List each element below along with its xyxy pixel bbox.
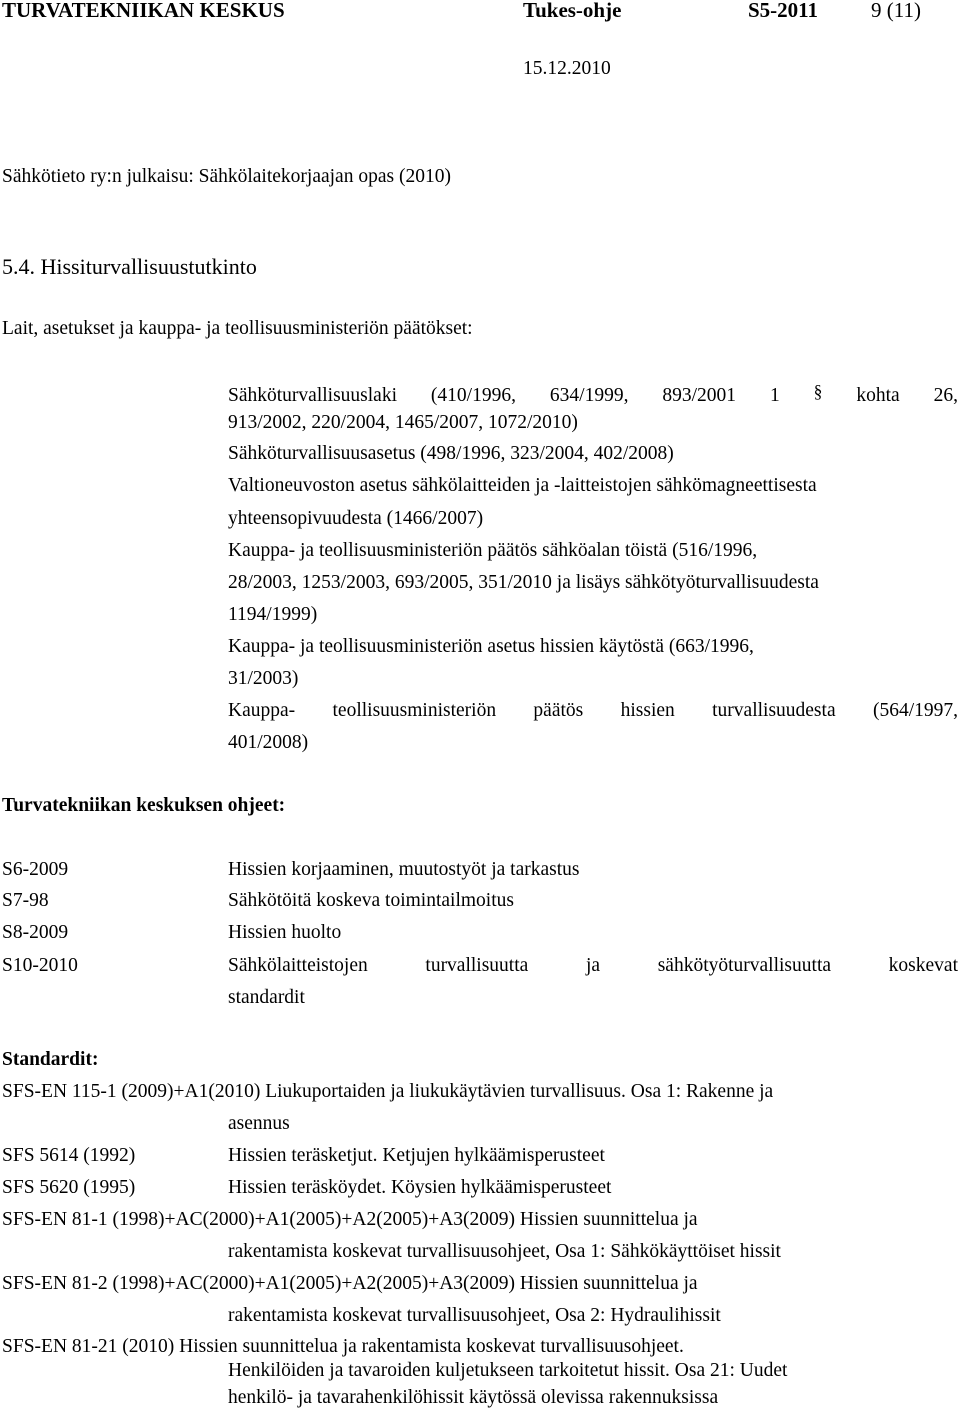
standard-line-continued: rakentamista koskevat turvallisuusohjeet, Osa 2: Hydraulihissit [228, 1305, 721, 1326]
law-line-4: Valtioneuvoston asetus sähkölaitteiden ja -laitteistojen sähkömagneettisesta [228, 475, 817, 496]
laws-heading: Lait, asetukset ja kauppa- ja teollisuusministeriön päätökset: [2, 318, 473, 339]
law-line-11: Kauppa- teollisuusministeriön päätös hissien turvallisuudesta (564/1997, [228, 700, 958, 721]
header-doc-id: S5-2011 [748, 0, 819, 22]
header-date: 15.12.2010 [523, 58, 611, 79]
law-line-7: 28/2003, 1253/2003, 693/2005, 351/2010 ja lisäys sähkötyöturvallisuudesta [228, 572, 819, 593]
guide-title: Sähkölaitteistojen turvallisuutta ja sähkötyöturvallisuutta koskevat [228, 955, 958, 976]
header-doc-type: Tukes-ohje [523, 0, 622, 22]
law-line-6: Kauppa- ja teollisuusministeriön päätös sähköalan töistä (516/1996, [228, 540, 758, 561]
guide-code: S8-2009 [2, 922, 69, 943]
law-line-2: 913/2002, 220/2004, 1465/2007, 1072/2010) [228, 412, 578, 433]
standard-line: SFS-EN 81-21 (2010) Hissien suunnittelua ja rakentamista koskevat turvallisuusohjeet. [2, 1336, 684, 1357]
section-number: 5.4. [2, 254, 35, 279]
guide-title: Hissien korjaaminen, muutostyöt ja tarkastus [228, 859, 580, 880]
guide-code: S10-2010 [2, 955, 78, 976]
standard-line-continued: henkilö- ja tavarahenkilöhissit käytössä olevissa rakennuksissa [228, 1387, 719, 1408]
law-line-8: 1194/1999) [228, 604, 318, 625]
standard-title: Hissien teräsketjut. Ketjujen hylkäämisperusteet [228, 1145, 605, 1166]
guide-title-continued: standardit [228, 987, 305, 1008]
standard-title: Hissien teräsköydet. Köysien hylkäämisperusteet [228, 1177, 612, 1198]
standards-heading: Standardit: [2, 1049, 99, 1070]
standard-line: SFS-EN 115-1 (2009)+A1(2010) Liukuportaiden ja liukukäytävien turvallisuus. Osa 1: Rakenne ja [2, 1081, 774, 1102]
standard-line: SFS-EN 81-2 (1998)+AC(2000)+A1(2005)+A2(2005)+A3(2009) Hissien suunnittelua ja [2, 1273, 698, 1294]
standard-line-continued: asennus [228, 1113, 290, 1134]
law-line-5: yhteensopivuudesta (1466/2007) [228, 508, 484, 529]
guide-title: Hissien huolto [228, 922, 342, 943]
law-text-a: Sähköturvallisuuslaki (410/1996, 634/1999, 893/2001 1 [228, 385, 780, 406]
law-text-b: kohta 26, [856, 385, 958, 406]
law-line-12: 401/2008) [228, 732, 309, 753]
guides-heading: Turvatekniikan keskuksen ohjeet: [2, 795, 286, 816]
standard-line-continued: Henkilöiden ja tavaroiden kuljetukseen tarkoitetut hissit. Osa 21: Uudet [228, 1360, 788, 1381]
section-heading [2, 256, 257, 278]
law-line-1 [228, 383, 958, 406]
standard-code: SFS 5620 (1995) [2, 1177, 136, 1198]
guide-title: Sähkötöitä koskeva toimintailmoitus [228, 890, 514, 911]
guide-code: S6-2009 [2, 859, 69, 880]
law-line-3: Sähköturvallisuusasetus (498/1996, 323/2004, 402/2008) [228, 443, 674, 464]
law-line-9: Kauppa- ja teollisuusministeriön asetus hissien käytöstä (663/1996, [228, 636, 754, 657]
guide-code: S7-98 [2, 890, 49, 911]
section-sign: § [813, 381, 823, 401]
header-org: TURVATEKNIIKAN KESKUS [2, 0, 285, 22]
standard-code: SFS 5614 (1992) [2, 1145, 136, 1166]
section-title: Hissiturvallisuustutkinto [40, 254, 257, 279]
standard-line: SFS-EN 81-1 (1998)+AC(2000)+A1(2005)+A2(2005)+A3(2009) Hissien suunnittelua ja [2, 1209, 698, 1230]
standard-line-continued: rakentamista koskevat turvallisuusohjeet, Osa 1: Sähkökäyttöiset hissit [228, 1241, 781, 1262]
law-line-10: 31/2003) [228, 668, 299, 689]
source-line: Sähkötieto ry:n julkaisu: Sähkölaitekorjaajan opas (2010) [2, 166, 451, 187]
header-page-number: 9 (11) [871, 0, 921, 22]
